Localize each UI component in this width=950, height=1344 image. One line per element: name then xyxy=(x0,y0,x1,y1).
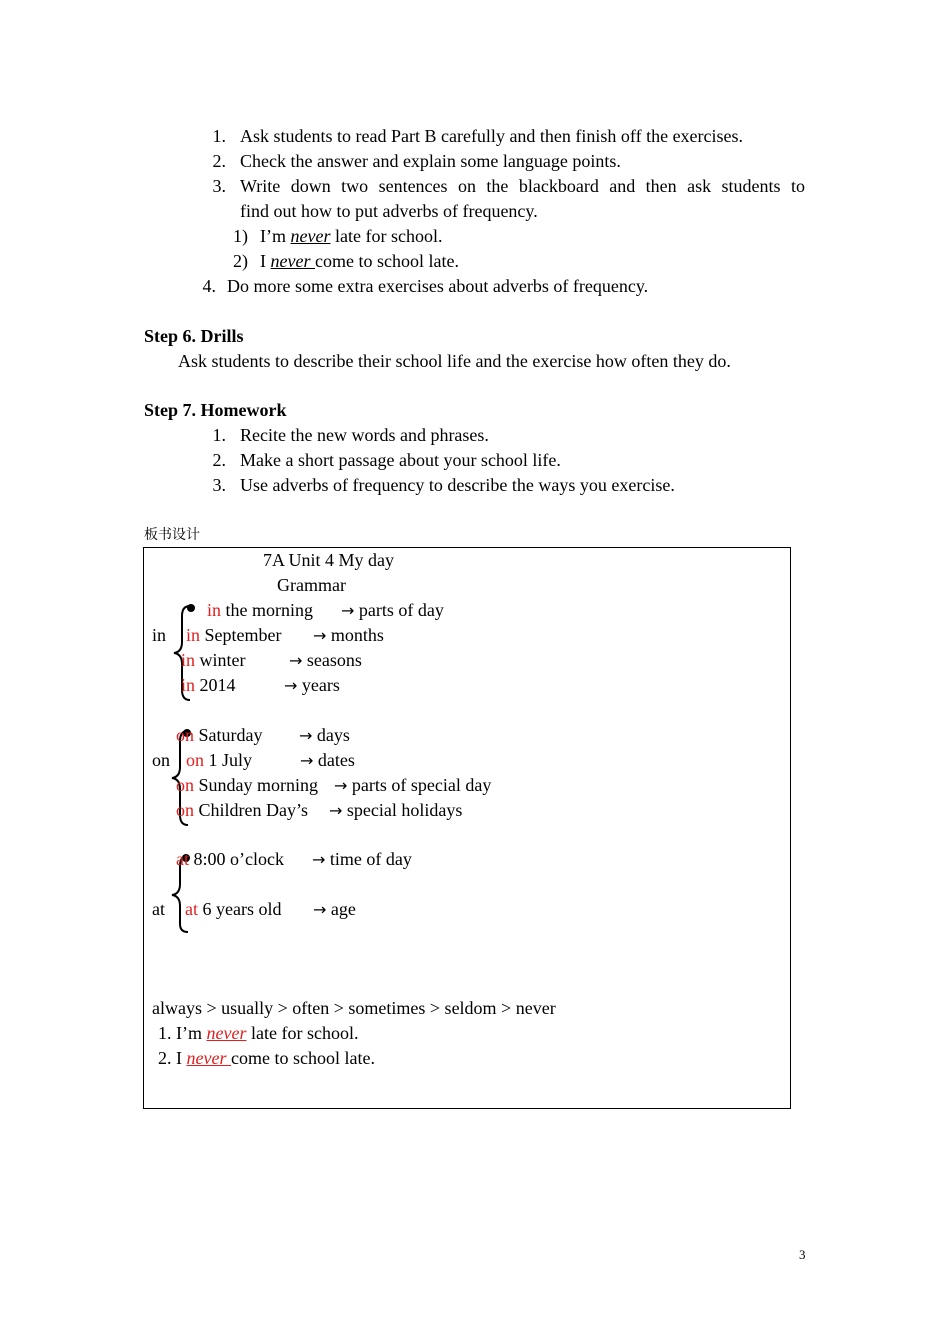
emphasis-word: never xyxy=(206,1023,247,1043)
list-item: Recite the new words and phrases. xyxy=(240,425,489,445)
board-design-label: 板书设计 xyxy=(144,527,200,543)
board-example: 1. I’m never late for school. xyxy=(158,1023,359,1043)
page-number: 3 xyxy=(799,1247,806,1262)
board-row-use: → special holidays xyxy=(329,800,463,820)
arrow-right-icon: → xyxy=(329,801,343,820)
board-row: in winter xyxy=(181,650,246,670)
arrow-right-icon: → xyxy=(300,751,314,770)
list-number: 1. xyxy=(212,126,226,146)
group-word: on xyxy=(152,750,170,770)
sublist-item: I’m never late for school. xyxy=(260,226,443,246)
board-example: 2. I never come to school late. xyxy=(158,1048,375,1068)
board-row: at 6 years old xyxy=(185,899,282,919)
arrow-right-icon: → xyxy=(334,776,348,795)
board-subtitle: Grammar xyxy=(277,575,346,595)
list-item: Use adverbs of frequency to describe the ways you exercise. xyxy=(240,475,675,495)
sublist-number: 2) xyxy=(233,251,248,271)
sublist-item: I never come to school late. xyxy=(260,251,459,271)
list-item: Ask students to read Part B carefully and then finish off the exercises. xyxy=(240,126,744,146)
board-row-use: → months xyxy=(313,625,384,645)
sublist-number: 1) xyxy=(233,226,248,246)
board-row: on Children Day’s xyxy=(176,800,308,820)
step7-heading: Step 7. Homework xyxy=(144,400,287,420)
arrow-right-icon: → xyxy=(284,676,298,695)
frequency-scale: always > usually > often > sometimes > seldom > never xyxy=(152,998,556,1018)
board-title: 7A Unit 4 My day xyxy=(263,550,395,570)
board-row: on Sunday morning xyxy=(176,775,318,795)
list-number: 1. xyxy=(212,425,226,445)
arrow-right-icon: → xyxy=(313,626,327,645)
arrow-right-icon: → xyxy=(341,601,355,620)
board-row: at 8:00 o’clock xyxy=(176,849,284,869)
board-row-use: → dates xyxy=(300,750,355,770)
list-item: Make a short passage about your school life. xyxy=(240,450,561,470)
emphasis-word: never xyxy=(270,251,315,271)
board-row-use: → time of day xyxy=(312,849,412,869)
list-item: Write down two sentences on the blackboard and then ask students to xyxy=(240,176,805,196)
group-word: at xyxy=(152,899,165,919)
group-word: in xyxy=(152,625,167,645)
list-number: 2. xyxy=(212,450,226,470)
board-row: on Saturday xyxy=(176,725,263,745)
list-number: 3. xyxy=(212,176,226,196)
board-row-use: → days xyxy=(299,725,350,745)
board-row-use: → parts of day xyxy=(341,600,444,620)
list-number: 2. xyxy=(212,151,226,171)
arrow-right-icon: → xyxy=(289,651,303,670)
board-row: in the morning xyxy=(207,600,314,620)
list-item: Check the answer and explain some language points. xyxy=(240,151,621,171)
board-row: in 2014 xyxy=(181,675,236,695)
arrow-right-icon: → xyxy=(312,850,326,869)
board-row-use: → years xyxy=(284,675,340,695)
arrow-right-icon: → xyxy=(313,900,327,919)
list-number: 3. xyxy=(212,475,226,495)
step6-heading: Step 6. Drills xyxy=(144,326,244,346)
list-item-continued: find out how to put adverbs of frequency. xyxy=(240,201,538,221)
emphasis-word: never xyxy=(290,226,331,246)
board-row-use: → age xyxy=(313,899,356,919)
emphasis-word: never xyxy=(186,1048,231,1068)
board-row: on 1 July xyxy=(186,750,253,770)
board-row-use: → seasons xyxy=(289,650,362,670)
step6-text: Ask students to describe their school life and the exercise how often they do. xyxy=(178,351,731,371)
board-row: in September xyxy=(186,625,282,645)
list-number: 4. xyxy=(202,276,216,296)
list-item: Do more some extra exercises about adverbs of frequency. xyxy=(227,276,649,296)
arrow-right-icon: → xyxy=(299,726,313,745)
board-row-use: → parts of special day xyxy=(334,775,492,795)
